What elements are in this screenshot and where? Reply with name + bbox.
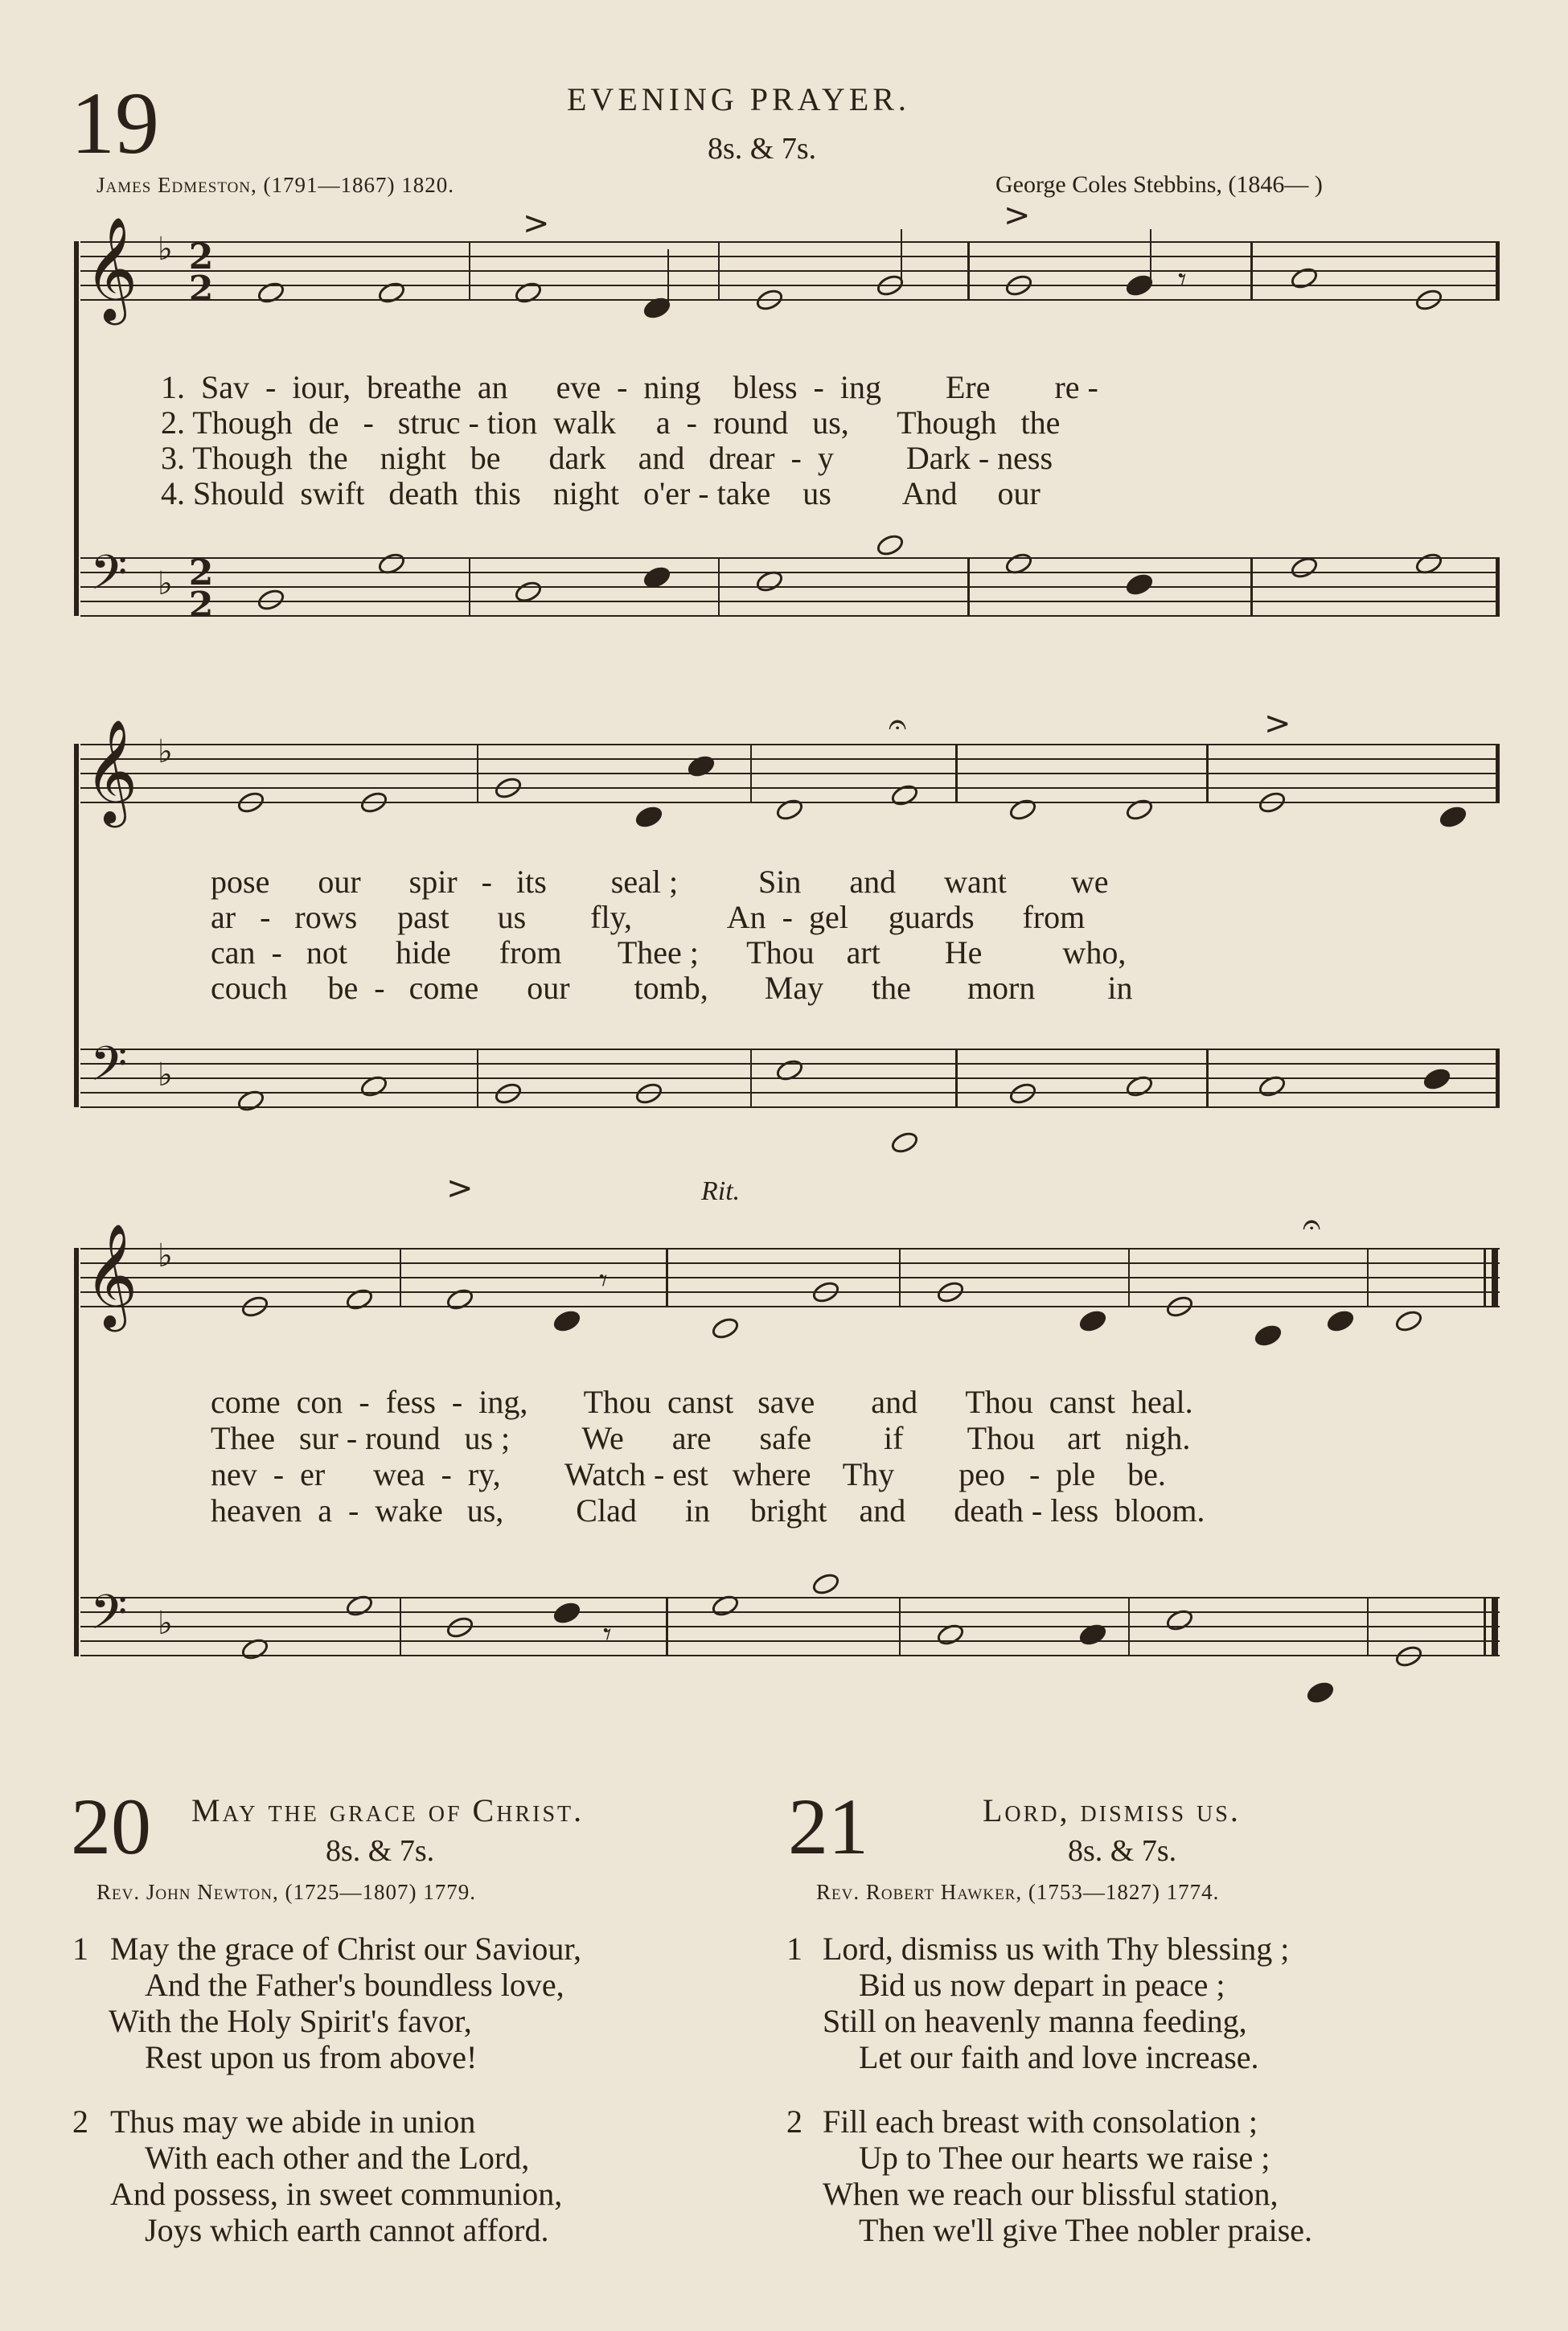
half-note-icon bbox=[512, 279, 544, 306]
verse-number: 1 bbox=[72, 1931, 88, 1967]
hymn-19-composer: George Coles Stebbins, (1846— ) bbox=[995, 171, 1323, 198]
flat-key-signature-icon: ♭ bbox=[158, 231, 173, 268]
accent-icon: > bbox=[1004, 197, 1031, 234]
verse-line: With each other and the Lord, bbox=[145, 2140, 530, 2176]
half-note-icon bbox=[1256, 789, 1288, 816]
quarter-note-icon bbox=[633, 803, 665, 831]
quarter-note-icon bbox=[1077, 1621, 1109, 1648]
accent-icon: > bbox=[1264, 705, 1291, 742]
half-note-icon bbox=[709, 1592, 741, 1619]
half-note-icon bbox=[1123, 796, 1155, 823]
half-note-icon bbox=[239, 1293, 271, 1320]
quarter-note-icon bbox=[1252, 1322, 1284, 1349]
hymn-21-number: 21 bbox=[788, 1782, 868, 1871]
lyric-verse-4: heaven a - wake us, Clad in bright and death - less bloom. bbox=[211, 1492, 1205, 1529]
verse-number: 1 bbox=[786, 1931, 802, 1967]
half-note-icon bbox=[343, 1592, 376, 1619]
half-note-icon bbox=[774, 1057, 806, 1084]
half-note-icon bbox=[633, 1080, 665, 1107]
accent-icon: > bbox=[446, 1170, 474, 1207]
half-note-icon bbox=[239, 1635, 271, 1663]
half-note-icon bbox=[1123, 1073, 1155, 1100]
flat-key-signature-icon: ♭ bbox=[158, 565, 173, 602]
quarter-note-icon bbox=[551, 1307, 583, 1335]
hymn-20-author: Rev. John Newton, (1725—1807) 1779. bbox=[96, 1880, 476, 1904]
hymn-20-meter: 8s. & 7s. bbox=[326, 1834, 435, 1868]
lyric-verse-2: Thee sur - round us ; We are safe if Thou art nigh. bbox=[211, 1420, 1191, 1456]
bass-clef-icon: 𝄢 bbox=[90, 1584, 128, 1652]
bass-clef-icon: 𝄢 bbox=[90, 544, 128, 612]
half-note-icon bbox=[255, 279, 287, 306]
hymn-19-title: EVENING PRAYER. bbox=[567, 81, 910, 117]
half-note-icon bbox=[1007, 1080, 1039, 1107]
verse-line: Fill each breast with consolation ; bbox=[823, 2103, 1258, 2140]
half-note-icon bbox=[1256, 1073, 1288, 1100]
quarter-note-icon bbox=[1077, 1307, 1109, 1335]
half-note-icon bbox=[1003, 550, 1035, 577]
hymn-21-author: Rev. Robert Hawker, (1753—1827) 1774. bbox=[816, 1880, 1220, 1904]
half-note-icon bbox=[235, 1087, 267, 1114]
half-note-icon bbox=[358, 1073, 390, 1100]
verse-line: And possess, in sweet communion, bbox=[110, 2176, 563, 2212]
flat-key-signature-icon: ♭ bbox=[158, 1057, 173, 1094]
lyric-verse-1: come con - fess - ing, Thou canst save and Thou canst heal. bbox=[211, 1384, 1193, 1420]
quarter-note-icon bbox=[1324, 1307, 1357, 1335]
lyric-verse-2: 2. Though de - struc - tion walk a - round us, Though the bbox=[161, 404, 1061, 441]
half-note-icon bbox=[1393, 1307, 1425, 1335]
half-note-icon bbox=[235, 789, 267, 816]
half-note-icon bbox=[444, 1614, 476, 1641]
quarter-note-icon bbox=[1421, 1065, 1453, 1093]
verse-line: Then we'll give Thee nobler praise. bbox=[859, 2212, 1313, 2248]
treble-clef-icon: 𝄞 bbox=[84, 216, 138, 321]
treble-clef-icon: 𝄞 bbox=[84, 719, 138, 823]
half-note-icon bbox=[1164, 1293, 1196, 1320]
quarter-note-icon bbox=[1123, 571, 1155, 598]
half-note-icon bbox=[1413, 286, 1445, 314]
lyric-verse-3: 3. Though the night be dark and drear - y Dark - ness bbox=[161, 440, 1053, 476]
half-note-icon bbox=[376, 550, 408, 577]
hymn-20-title: May the grace of Christ. bbox=[191, 1792, 585, 1828]
verse-line: Still on heavenly manna feeding, bbox=[823, 2003, 1247, 2039]
lyric-verse-3: nev - er wea - ry, Watch - est where Thy peo - ple be. bbox=[211, 1456, 1166, 1492]
flat-key-signature-icon: ♭ bbox=[158, 1237, 173, 1274]
half-note-icon bbox=[1413, 550, 1445, 577]
half-note-icon bbox=[492, 1080, 524, 1107]
half-note-icon bbox=[255, 586, 287, 614]
verse-line: Bid us now depart in peace ; bbox=[859, 1967, 1225, 2003]
lyric-verse-3: can - not hide from Thee ; Thou art He who, bbox=[211, 934, 1127, 971]
hymn-21-title: Lord, dismiss us. bbox=[983, 1792, 1241, 1828]
half-note-icon bbox=[492, 774, 524, 802]
flat-key-signature-icon: ♭ bbox=[158, 733, 173, 770]
verse-line: May the grace of Christ our Saviour, bbox=[110, 1931, 582, 1967]
half-note-icon bbox=[1164, 1607, 1196, 1634]
half-note-icon bbox=[376, 279, 408, 306]
verse-line: And the Father's boundless love, bbox=[145, 1967, 564, 2003]
quarter-note-icon bbox=[551, 1599, 583, 1627]
hymn-19-author: James Edmeston, (1791—1867) 1820. bbox=[96, 173, 455, 197]
half-note-icon bbox=[934, 1621, 967, 1648]
verse-line: Thus may we abide in union bbox=[110, 2103, 476, 2140]
quarter-note-icon bbox=[1437, 803, 1469, 831]
hymn-19-number: 19 bbox=[71, 74, 159, 172]
verse-number: 2 bbox=[72, 2103, 88, 2140]
verse-line: Up to Thee our hearts we raise ; bbox=[859, 2140, 1270, 2176]
time-signature-icon: 2 2 bbox=[188, 236, 214, 310]
rest-icon: 𝄾 bbox=[603, 1616, 612, 1653]
hymn-21-meter: 8s. & 7s. bbox=[1068, 1834, 1177, 1868]
verse-line: Rest upon us from above! bbox=[145, 2039, 478, 2075]
half-note-icon bbox=[444, 1286, 476, 1313]
half-note-icon bbox=[753, 286, 786, 314]
half-note-icon bbox=[1007, 796, 1039, 823]
lyric-verse-1: pose our spir - its seal ; Sin and want we bbox=[211, 864, 1109, 900]
time-signature-icon: 2 2 bbox=[188, 552, 214, 626]
half-note-icon bbox=[1288, 265, 1320, 292]
half-note-icon bbox=[889, 782, 921, 809]
lyric-verse-1: 1. Sav - iour, breathe an eve - ning bless - ing Ere re - bbox=[161, 369, 1098, 405]
lyric-verse-4: couch be - come our tomb, May the morn in bbox=[211, 970, 1133, 1006]
half-note-icon bbox=[1393, 1643, 1425, 1670]
treble-clef-icon: 𝄞 bbox=[84, 1223, 138, 1328]
quarter-note-icon bbox=[685, 753, 717, 780]
accent-icon: > bbox=[523, 205, 550, 242]
fermata-icon: 𝄐 bbox=[889, 706, 907, 743]
rest-icon: 𝄾 bbox=[599, 1262, 608, 1299]
flat-key-signature-icon: ♭ bbox=[158, 1605, 173, 1642]
lyric-verse-4: 4. Should swift death this night o'er - take us And our bbox=[161, 475, 1041, 511]
ritardando-marking: Rit. bbox=[701, 1176, 741, 1206]
half-note-icon bbox=[874, 531, 906, 559]
rest-icon: 𝄾 bbox=[1178, 261, 1187, 298]
hymn-19-meter: 8s. & 7s. bbox=[708, 132, 817, 166]
half-note-icon bbox=[358, 789, 390, 816]
half-note-icon bbox=[934, 1278, 967, 1306]
verse-line: When we reach our blissful station, bbox=[823, 2176, 1279, 2212]
verse-line: Joys which earth cannot afford. bbox=[145, 2212, 549, 2248]
half-note-icon bbox=[810, 1278, 842, 1306]
verse-number: 2 bbox=[786, 2103, 802, 2140]
verse-line: Lord, dismiss us with Thy blessing ; bbox=[823, 1931, 1290, 1967]
half-note-icon bbox=[810, 1570, 842, 1598]
half-note-icon bbox=[1003, 272, 1035, 299]
fermata-icon: 𝄐 bbox=[1303, 1206, 1321, 1243]
hymn-20-number: 20 bbox=[71, 1782, 151, 1871]
half-note-icon bbox=[889, 1129, 921, 1156]
half-note-icon bbox=[709, 1315, 741, 1342]
bass-clef-icon: 𝄢 bbox=[90, 1036, 128, 1103]
verse-line: With the Holy Spirit's favor, bbox=[109, 2003, 472, 2039]
half-note-icon bbox=[774, 796, 806, 823]
half-note-icon bbox=[343, 1286, 376, 1313]
lyric-verse-2: ar - rows past us fly, An - gel guards from bbox=[211, 899, 1086, 935]
verse-line: Let our faith and love increase. bbox=[859, 2039, 1259, 2075]
quarter-note-icon bbox=[1304, 1679, 1336, 1706]
